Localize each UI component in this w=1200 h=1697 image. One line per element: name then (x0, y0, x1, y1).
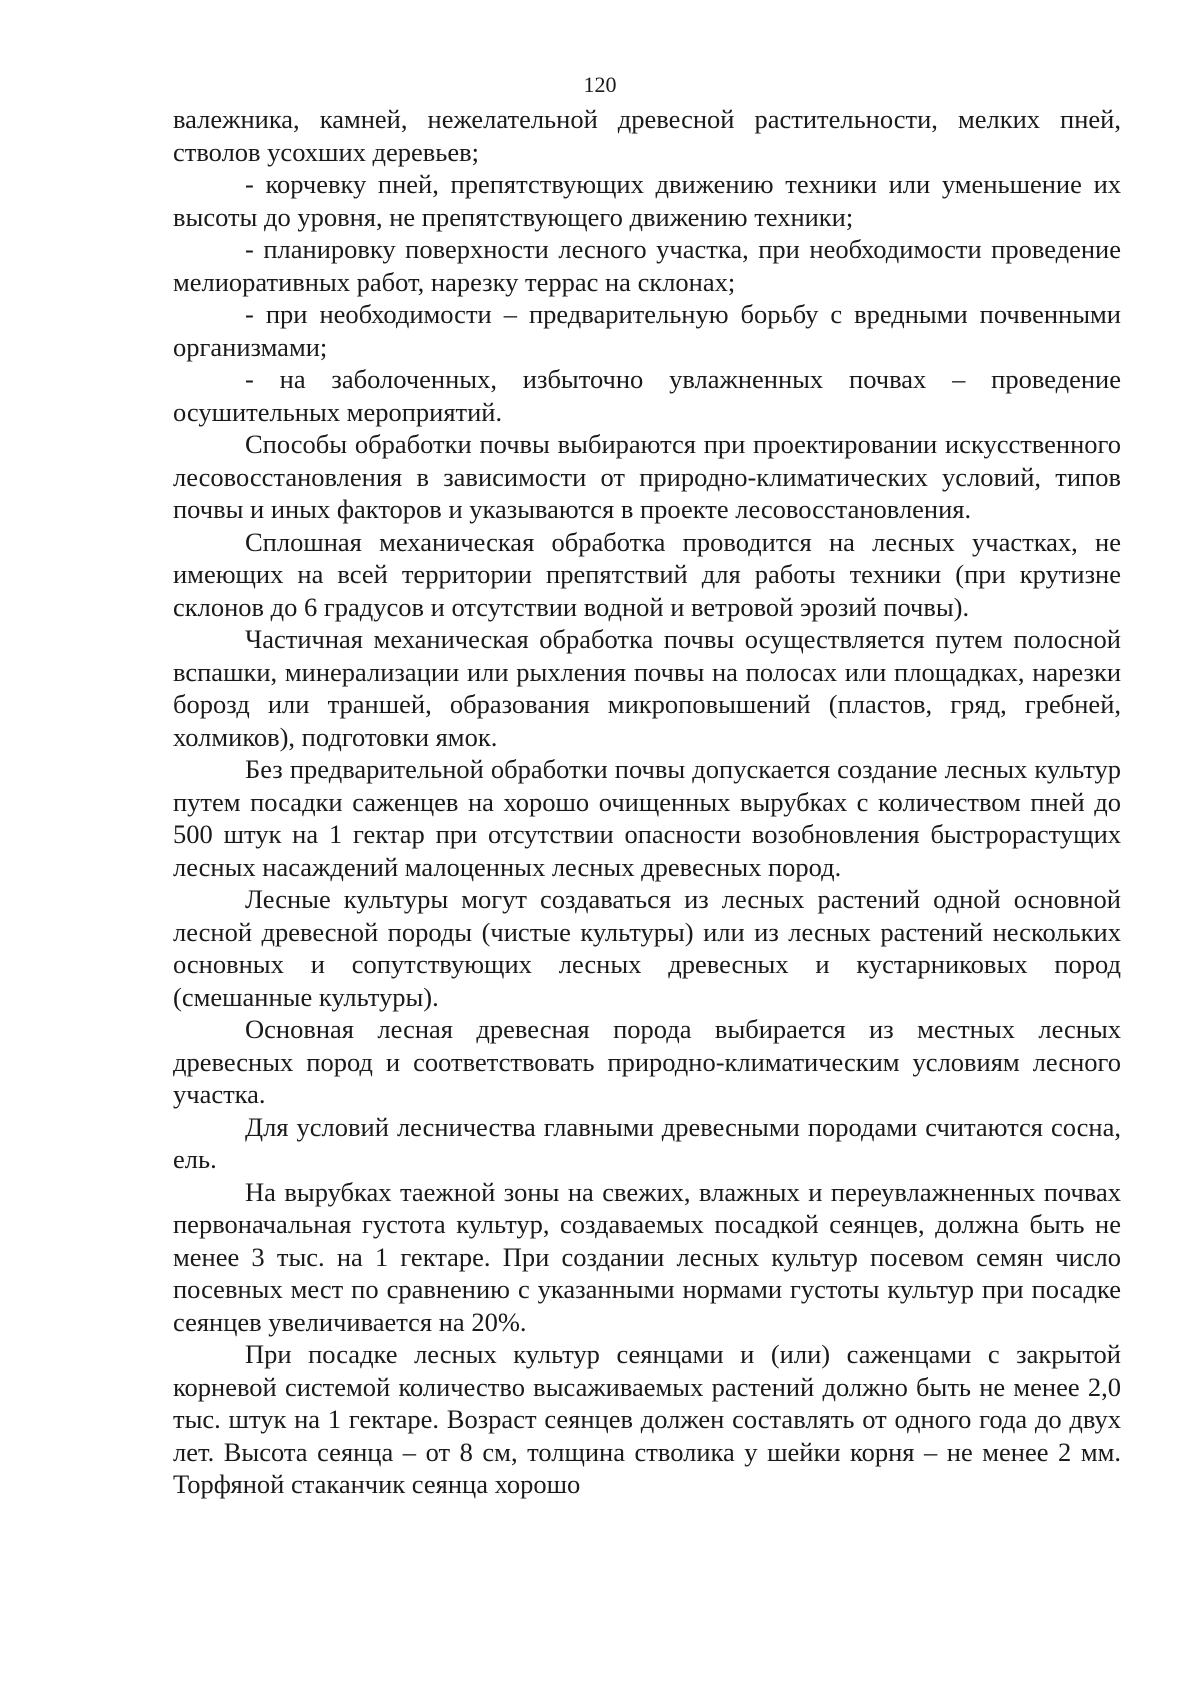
paragraph-no-treatment: Без предварительной обработки почвы допускается создание лесных культур путем посадки саженцев на хорошо очищенных вырубках с количеством пней до 500 штук на 1 гектар при отсутствии опасности возобновления быстрорастущих лесных насаждений малоценных лесных древесных пород. (173, 754, 1121, 882)
paragraph-partial-treatment: Частичная механическая обработка почвы осуществляется путем полосной вспашки, минерализации или рыхления почвы на полосах или площадках, нарезки борозд или траншей, образования микроповышений (пластов, гряд, гребней, холмиков), подготовки ямок. (173, 624, 1121, 752)
page-number: 120 (583, 72, 617, 97)
paragraph-continuous-treatment: Сплошная механическая обработка проводится на лесных участках, не имеющих на всей территории препятствий для работы техники (при крутизне склонов до 6 градусов и отсутствии водной и ветровой эрозий почвы). (173, 526, 1121, 622)
paragraph-soil-methods: Способы обработки почвы выбираются при проектировании искусственного лесовосстановления в зависимости от природно-климатических условий, типов почвы и иных факторов и указываются в проекте лесовосстановления. (173, 429, 1121, 524)
paragraph-forest-cultures: Лесные культуры могут создаваться из лесных растений одной основной лесной древесной породы (чистые культуры) или из лесных растений нескольких основных и сопутствующих лесных древесных и кустарниковых пород (смешанные культуры). (173, 884, 1121, 1012)
document-body (173, 103, 1121, 1501)
paragraph-closed-root-seedlings: При посадке лесных культур сеянцами и (или) саженцами с закрытой корневой системой количество высаживаемых растений должно быть не менее 2,0 тыс. штук на 1 гектаре. Возраст сеянцев должен составлять от одного года до двух лет. Высота сеянца – от 8 см, толщина стволика у шейки корня – не менее 2 мм. Торфяной стаканчик сеянца хорошо (173, 1339, 1121, 1499)
paragraph-continuation: валежника, камней, нежелательной древесной растительности, мелких пней, стволов усохших деревьев; (173, 104, 1121, 167)
paragraph-main-species: Основная лесная древесная порода выбирается из местных лесных древесных пород и соответствовать природно-климатическим условиям лесного участка. (173, 1014, 1121, 1109)
list-item-stump-removal: - корчевку пней, препятствующих движению техники или уменьшение их высоты до уровня, не препятствующего движению техники; (173, 169, 1121, 232)
list-item-drainage: - на заболоченных, избыточно увлажненных почвах – проведение осушительных мероприятий. (173, 364, 1121, 427)
paragraph-planting-density: На вырубках таежной зоны на свежих, влажных и переувлажненных почвах первоначальная густота культур, создаваемых посадкой сеянцев, должна быть не менее 3 тыс. на 1 гектаре. При создании лесных культур посевом семян число посевных мест по сравнению с указанными нормами густоты культур при посадке сеянцев увеличивается на 20%. (173, 1176, 1121, 1337)
list-item-surface-leveling: - планировку поверхности лесного участка, при необходимости проведение мелиоративных работ, нарезку террас на склонах; (173, 234, 1121, 297)
paragraph-primary-species: Для условий лесничества главными древесными породами считаются сосна, ель. (173, 1111, 1121, 1174)
list-item-pest-control: - при необходимости – предварительную борьбу с вредными почвенными организмами; (173, 299, 1121, 362)
